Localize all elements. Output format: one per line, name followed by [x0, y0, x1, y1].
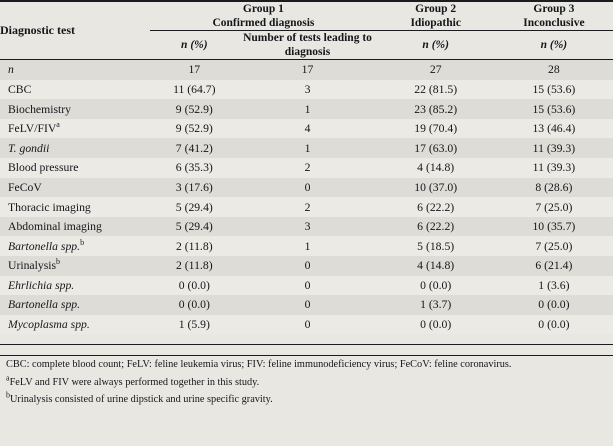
- cell-c4: 0 (0.0): [538, 318, 570, 332]
- cell-c3: 4 (14.8): [417, 161, 455, 175]
- cell-c3: 0 (0.0): [420, 278, 452, 292]
- row-label: FeLV/FIV$^a$: [8, 120, 60, 136]
- cell-c1: 5 (29.4): [175, 200, 213, 214]
- cell-c2: 17: [301, 63, 314, 77]
- row-label: n: [8, 63, 14, 77]
- table-body: [0, 60, 613, 354]
- cell-c3: 27: [429, 63, 442, 77]
- cell-c3: 0 (0.0): [420, 318, 452, 332]
- table-row: [0, 197, 613, 217]
- cell-c4: 8 (28.6): [535, 180, 573, 194]
- cell-c2: 0: [304, 318, 311, 332]
- cell-c2: 0: [304, 278, 311, 292]
- header-group-3: Group 3 Inconclusive: [495, 2, 613, 31]
- header-g1-n-percent: n (%): [181, 39, 208, 52]
- table-row: [0, 99, 613, 119]
- cell-c4: 0 (0.0): [538, 298, 570, 312]
- cell-c2: 0: [304, 298, 311, 312]
- table-row: [0, 276, 613, 296]
- header-row-groups: [0, 2, 613, 31]
- row-label: Mycoplasma spp.: [8, 318, 90, 332]
- cell-c4: 11 (39.3): [532, 161, 576, 175]
- cell-c3: 1 (3.7): [420, 298, 452, 312]
- row-label: T. gondii: [8, 141, 50, 155]
- cell-c3: 5 (18.5): [417, 239, 455, 253]
- header-group-1: Group 1 Confirmed diagnosis: [150, 2, 376, 31]
- cell-c1: 9 (52.9): [175, 122, 213, 136]
- cell-c4: 13 (46.4): [532, 122, 576, 136]
- row-label: FeCoV: [8, 180, 42, 194]
- cell-c3: 22 (81.5): [414, 82, 458, 96]
- footnote-abbreviations: CBC: complete blood count; FeLV: feline leukemia virus; FIV: feline immunodeficiency virus; FeCoV: feline coronavirus.: [6, 359, 512, 371]
- row-label: Urinalysis$^b$: [8, 257, 61, 273]
- table-row: [0, 217, 613, 237]
- cell-c4: 11 (39.3): [532, 141, 576, 155]
- table-row: [0, 138, 613, 158]
- cell-c4: 7 (25.0): [535, 200, 573, 214]
- table-row: [0, 295, 613, 315]
- footnotes: [0, 356, 613, 407]
- cell-c2: 3: [304, 82, 311, 96]
- table-header: [0, 0, 613, 60]
- cell-c4: 10 (35.7): [532, 220, 576, 234]
- row-label: Abdominal imaging: [8, 220, 102, 234]
- row-label: Blood pressure: [8, 161, 79, 175]
- cell-c1: 9 (52.9): [175, 102, 213, 116]
- cell-c2: 2: [304, 200, 311, 214]
- table-row: [0, 119, 613, 139]
- cell-c1: 11 (64.7): [173, 82, 216, 96]
- cell-c1: 0 (0.0): [178, 278, 210, 292]
- cell-c4: 28: [548, 63, 560, 77]
- footnote-b: $^b$Urinalysis consisted of urine dipstick and urine specific gravity.: [6, 390, 273, 405]
- table-row: [0, 80, 613, 100]
- cell-c1: 17: [188, 63, 201, 77]
- body-bottom-rule: [0, 344, 613, 345]
- cell-c3: 6 (22.2): [417, 200, 455, 214]
- header-g1-number-of-tests: Number of tests leading to diagnosis: [243, 32, 372, 59]
- cell-c2: 0: [304, 259, 311, 273]
- footnote-a: $^a$FeLV and FIV were always performed together in this study.: [6, 373, 260, 388]
- cell-c2: 0: [304, 180, 311, 194]
- header-diagnostic-test: Diagnostic test: [0, 23, 75, 38]
- cell-c3: 6 (22.2): [417, 220, 455, 234]
- header-g2-n-percent: n (%): [422, 39, 449, 52]
- cell-c2: 4: [304, 122, 311, 136]
- cell-c1: 2 (11.8): [176, 239, 213, 253]
- row-label: Bartonella spp.$^b$: [8, 237, 85, 253]
- table-row: [0, 256, 613, 276]
- cell-c4: 7 (25.0): [535, 239, 573, 253]
- table-row: [0, 178, 613, 198]
- table-row: [0, 315, 613, 335]
- cell-c3: 17 (63.0): [414, 141, 458, 155]
- row-label: Thoracic imaging: [8, 200, 91, 214]
- table-row: [0, 60, 613, 80]
- cell-c3: 23 (85.2): [414, 102, 458, 116]
- cell-c3: 19 (70.4): [414, 122, 458, 136]
- cell-c2: 2: [304, 161, 311, 175]
- cell-c1: 5 (29.4): [175, 220, 213, 234]
- cell-c4: 1 (3.6): [538, 278, 570, 292]
- table-row: [0, 236, 613, 256]
- cell-c2: 3: [304, 220, 311, 234]
- table-row: [0, 158, 613, 178]
- cell-c4: 15 (53.6): [532, 82, 576, 96]
- cell-c3: 10 (37.0): [414, 180, 458, 194]
- cell-c1: 2 (11.8): [176, 259, 213, 273]
- row-label: Bartonella spp.: [8, 298, 81, 312]
- cell-c1: 6 (35.3): [175, 161, 213, 175]
- cell-c2: 1: [304, 102, 311, 116]
- row-label: Biochemistry: [8, 102, 71, 116]
- cell-c2: 1: [304, 141, 311, 155]
- row-label: CBC: [8, 82, 32, 96]
- cell-c1: 3 (17.6): [175, 180, 213, 194]
- cell-c1: 7 (41.2): [175, 141, 213, 155]
- cell-c2: 1: [304, 239, 311, 253]
- row-label: Ehrlichia spp.: [8, 278, 75, 292]
- header-group-2: Group 2 Idiopathic: [377, 2, 495, 31]
- cell-c4: 15 (53.6): [532, 102, 576, 116]
- cell-c3: 4 (14.8): [417, 259, 455, 273]
- cell-c4: 6 (21.4): [535, 259, 573, 273]
- header-g3-n-percent: n (%): [540, 39, 568, 52]
- cell-c1: 0 (0.0): [178, 298, 210, 312]
- cell-c1: 1 (5.9): [178, 318, 210, 332]
